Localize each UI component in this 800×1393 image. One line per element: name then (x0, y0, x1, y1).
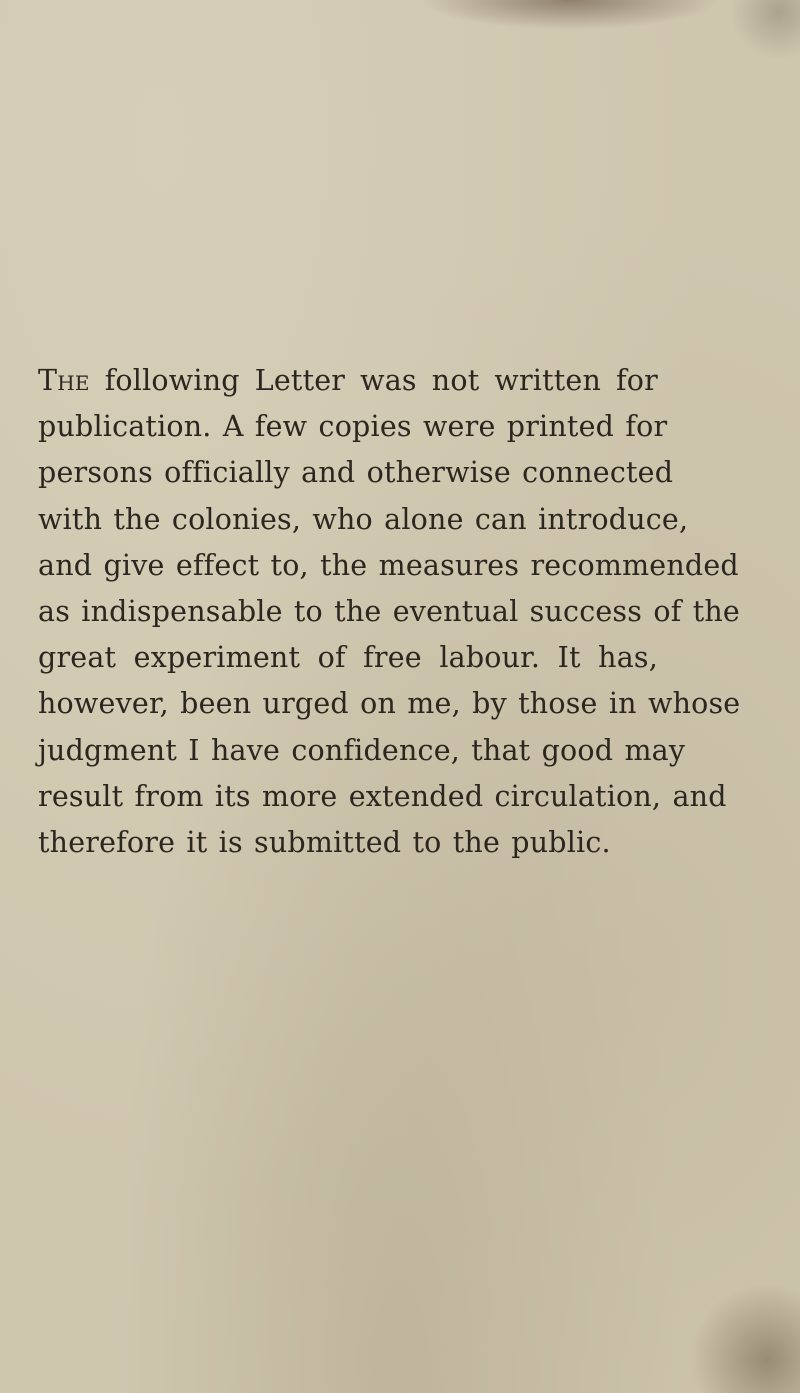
paragraph-line-6: as indispensable to the eventual success of the (38, 595, 740, 629)
paragraph-line-9: judgment I have confidence, that good may (38, 733, 686, 767)
paragraph-line-3: persons officially and otherwise connected (38, 456, 674, 490)
opening-word: The (38, 364, 90, 397)
paragraph-line-1 (38, 358, 658, 404)
paragraph-line-11: therefore it is submitted to the public. (38, 826, 611, 860)
paragraph-line-5: and give effect to, the measures recommended (38, 548, 739, 582)
paragraph-line-4: with the colonies, who alone can introduce, (38, 502, 689, 536)
paragraph-line-2: publication. A few copies were printed for (38, 410, 668, 444)
line-1-text: following Letter was not written for (104, 364, 658, 397)
preface-paragraph (38, 358, 741, 866)
paragraph-line-10: result from its more extended circulation, and (38, 779, 727, 813)
bottom-corner-stain (690, 1283, 800, 1393)
paragraph-line-7: great experiment of free labour. It has, (38, 641, 658, 675)
top-edge-stain (420, 0, 720, 30)
top-corner-stain (730, 0, 800, 60)
paragraph-line-8: however, been urged on me, by those in whose (38, 687, 741, 721)
